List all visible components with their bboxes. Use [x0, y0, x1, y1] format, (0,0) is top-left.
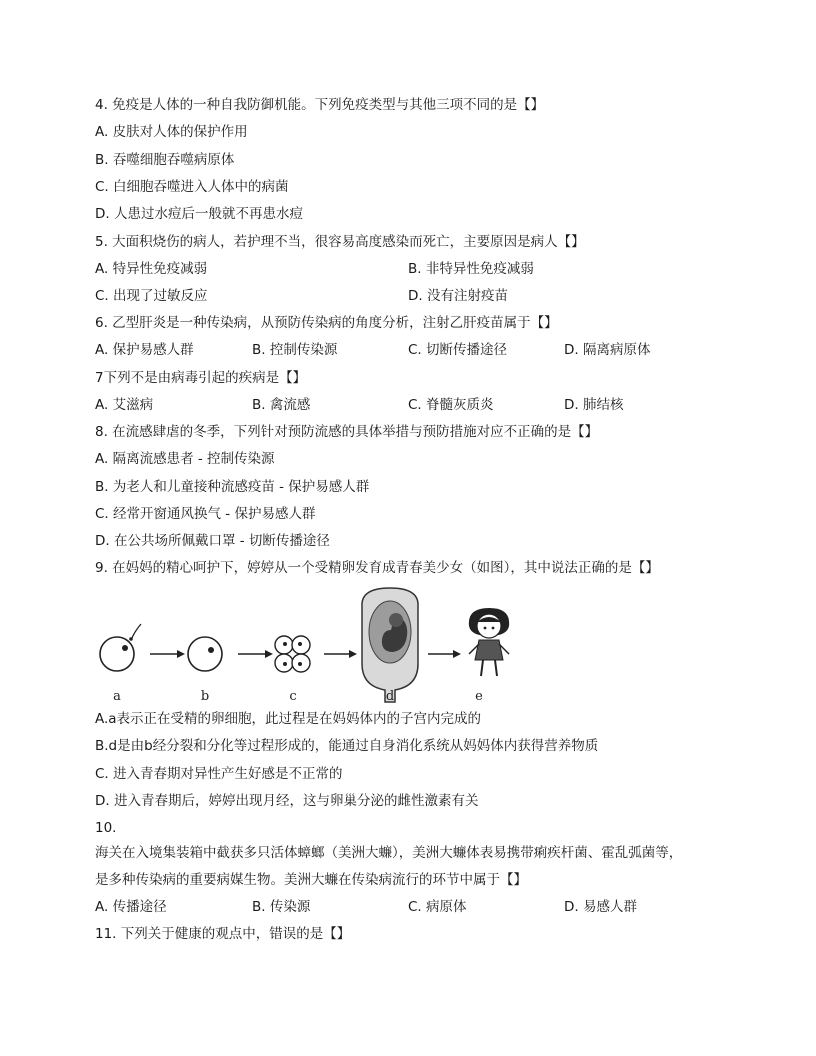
q10-option-a: A. 传播途径 — [95, 899, 167, 915]
arrow-4 — [428, 650, 461, 658]
q8-stem: 8. 在流感肆虐的冬季，下列针对预防流感的具体举措与预防措施对应不正确的是【】 — [95, 424, 599, 440]
q4-option-c: C. 白细胞吞噬进入人体中的病菌 — [95, 179, 289, 195]
arrow-2 — [238, 650, 273, 658]
figure-label-e: e — [475, 689, 483, 704]
q5-option-c: C. 出现了过敏反应 — [95, 288, 208, 304]
q10-option-c: C. 病原体 — [408, 899, 467, 915]
q4-stem: 4. 免疫是人体的一种自我防御机能。下列免疫类型与其他三项不同的是【】 — [95, 97, 545, 113]
figure-girl — [469, 608, 509, 676]
q10-stem-line2: 是多种传染病的重要病媒生物。美洲大蠊在传染病流行的环节中属于【】 — [95, 872, 527, 888]
figure-label-c: c — [289, 689, 297, 704]
figure-label-a: a — [113, 689, 121, 704]
q10-number: 10. — [95, 820, 117, 836]
q5-option-a: A. 特异性免疫减弱 — [95, 261, 208, 277]
q7-option-c: C. 脊髓灰质炎 — [408, 397, 494, 413]
q8-option-d: D. 在公共场所佩戴口罩 - 切断传播途径 — [95, 533, 330, 549]
q10-option-b: B. 传染源 — [252, 899, 311, 915]
q5-option-d: D. 没有注射疫苗 — [408, 288, 508, 304]
q10-option-d: D. 易感人群 — [564, 899, 637, 915]
q9-option-a: A.a表示正在受精的卵细胞，此过程是在妈妈体内的子宫内完成的 — [95, 711, 482, 727]
figure-fertilized-egg — [188, 637, 222, 671]
q5-option-b: B. 非特异性免疫减弱 — [408, 261, 534, 277]
arrow-1 — [150, 650, 185, 658]
q8-option-a: A. 隔离流感患者 - 控制传染源 — [95, 451, 275, 467]
q7-option-b: B. 禽流感 — [252, 397, 311, 413]
q6-option-a: A. 保护易感人群 — [95, 342, 194, 358]
figure-label-d: d — [385, 689, 395, 704]
q9-option-b: B.d是由b经分裂和分化等过程形成的，能通过自身消化系统从妈妈体内获得营养物质 — [95, 738, 599, 754]
arrow-3 — [324, 650, 357, 658]
q8-option-b: B. 为老人和儿童接种流感疫苗 - 保护易感人群 — [95, 479, 370, 495]
q6-stem: 6. 乙型肝炎是一种传染病，从预防传染病的角度分析，注射乙肝疫苗属于【】 — [95, 315, 558, 331]
figure-four-cell — [275, 636, 310, 672]
q11-stem: 11. 下列关于健康的观点中，错误的是【】 — [95, 926, 351, 942]
q4-option-b: B. 吞噬细胞吞噬病原体 — [95, 152, 235, 168]
q6-option-d: D. 隔离病原体 — [564, 342, 651, 358]
q7-option-a: A. 艾滋病 — [95, 397, 154, 413]
q9-stem: 9. 在妈妈的精心呵护下，婷婷从一个受精卵发育成青春美少女（如图），其中说法正确的是【】 — [95, 560, 659, 576]
q8-option-c: C. 经常开窗通风换气 - 保护易感人群 — [95, 506, 316, 522]
q7-stem: 7下列不是由病毒引起的疾病是【】 — [95, 370, 307, 386]
q10-stem-line1: 海关在入境集装箱中截获多只活体蟑螂（美洲大蠊），美洲大蠊体表易携带痢疾杆菌、霍乱弧菌等， — [95, 845, 683, 861]
q9-option-d: D. 进入青春期后，婷婷出现月经，这与卵巢分泌的雌性激素有关 — [95, 793, 479, 809]
figure-fetus-in-uterus — [362, 588, 418, 702]
q9-option-c: C. 进入青春期对异性产生好感是不正常的 — [95, 766, 343, 782]
figure-egg-fertilizing — [100, 624, 141, 671]
development-figure — [95, 586, 525, 706]
q4-option-d: D. 人患过水痘后一般就不再患水痘 — [95, 206, 303, 222]
q6-option-c: C. 切断传播途径 — [408, 342, 508, 358]
q4-option-a: A. 皮肤对人体的保护作用 — [95, 124, 248, 140]
q6-option-b: B. 控制传染源 — [252, 342, 338, 358]
figure-label-b: b — [200, 689, 210, 704]
q5-stem: 5. 大面积烧伤的病人，若护理不当，很容易高度感染而死亡，主要原因是病人【】 — [95, 234, 585, 250]
q7-option-d: D. 肺结核 — [564, 397, 624, 413]
